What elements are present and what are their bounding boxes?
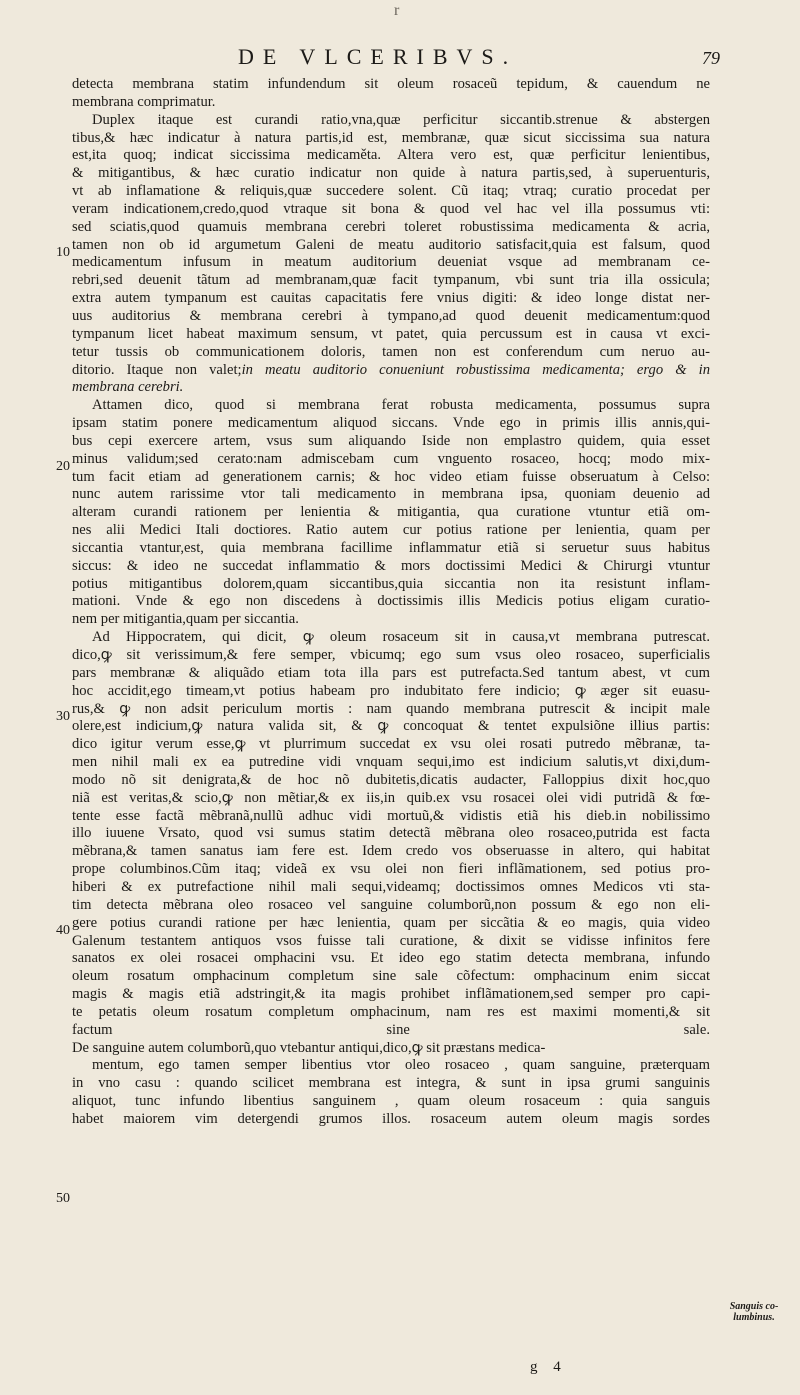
line-number: 20 bbox=[56, 459, 70, 474]
text-line: mẽbrana,& tamen sanatus iam fere est. Idem credo vos obseruasse in altero, qui habitat bbox=[72, 843, 710, 860]
text-line: Duplex itaque est curandi ratio,vna,quæ perficitur siccantib.strenue & abstergen bbox=[92, 111, 710, 128]
text-line: detecta membrana statim infundendum sit oleum rosaceũ tepidum, & cauendum ne bbox=[72, 76, 710, 92]
text-line: sanatos ex olei rosacei omphacini vsu. Et ideo ego statim detecta membrana, infundo bbox=[72, 950, 710, 967]
text-line: rus,& ꝙ non adsit periculum mortis : nam quando membrana putrescit & incipit male bbox=[72, 700, 710, 717]
text-line: dico,ꝙ sit verissimum,& fere semper, vbicumq; ego sum vsus oleo rosaceo, superficialis bbox=[72, 647, 710, 663]
line-number: 10 bbox=[56, 245, 70, 260]
text-line: tetur tussis ob communicationem doloris, tamen non est conferendum cum neruo au- bbox=[72, 343, 710, 360]
line-number: 50 bbox=[56, 1191, 70, 1206]
text-line: men nihil mali ex ea putredine vidi vnquam sequi,imo est indicium salutis,vt dixi,dum- bbox=[72, 754, 710, 771]
text-line: sed sciatis,quod quamuis membrana cerebri toleret robustissima medicamenta & acria, bbox=[72, 218, 710, 235]
text-line: hoc accidit,ego timeam,vt potius habeam pro indubitato fere indicio; ꝙ æger sit euasu- bbox=[72, 682, 710, 699]
text-line: siccus: & ideo ne succedat inflammatio & mors doctissimi Medici & Chirurgi vtuntur bbox=[72, 557, 710, 574]
text-line: siccantia vtantur,est, quia membrana facillime inflammatur etiã si seruetur suus habitus bbox=[72, 539, 710, 556]
line-number: 30 bbox=[56, 709, 70, 724]
text-line: Ad Hippocratem, qui dicit, ꝙ oleum rosaceum sit in causa,vt membrana putrescat. bbox=[92, 629, 710, 646]
text-line: alteram curandi rationem per lenientia & mitigantia, qua curatione vtuntur etiã om- bbox=[72, 504, 710, 521]
text-line: aliquot, tunc infundo libentius sanguinem , quam oleum rosaceum : quia sanguis bbox=[72, 1093, 710, 1110]
text-line: minus validum;sed cerato:nam admiscebam cum vnguento rosaceo, hocq; modo mix- bbox=[72, 450, 710, 467]
quoted-argument: in meatu auditorio conueniunt robustissima medicamenta; ergo & in bbox=[241, 361, 710, 378]
text-line: nunc autem rarissime vtor tali medicamento in membrana ipsa, quoniam deuenio ad bbox=[72, 486, 710, 503]
body-text bbox=[72, 76, 710, 1147]
running-title: DE VLCERIBVS. bbox=[238, 44, 518, 69]
text-line: niã est veritas,& scio,ꝙ non mẽtiar,& ex iis,in quib.ex vsu rosacei olei vidi putridã & fœ- bbox=[72, 789, 710, 806]
text-line: & mitigantibus, & hæc curatio indicatur non quide à natura partis,sed, à superuenturis, bbox=[72, 165, 710, 182]
signature-mark: g 4 bbox=[530, 1359, 567, 1375]
text-line: nem per mitigantia,quam per siccantia. bbox=[72, 611, 299, 628]
text-line: oleum rosatum omphacinum completum sine sale cõfectum: omphacinum enim siccat bbox=[72, 968, 710, 985]
text-line: ipsam statim ponere medicamentum aliquod siccans. Vnde ego in primis illis annis,qui- bbox=[72, 415, 710, 432]
text-line: Galenum testantem antiquos vsos fuisse tali curatione, & dixit se vidisse infinitos fere bbox=[72, 932, 710, 949]
running-head bbox=[0, 44, 800, 74]
text-line: uus auditorius & membrana cerebri à tympano,ad quod deuenit medicamentum:quod bbox=[72, 307, 710, 324]
text-line: mentum, ego tamen semper libentius vtor oleo rosaceo , quam sanguine, præterquam bbox=[92, 1057, 710, 1074]
text-line: est,ita quoq; indicat siccissima medicaměta. Altera vero est, quæ perficitur lenientibus, bbox=[72, 147, 710, 164]
text-line: ditorio. Itaque non valet;in meatu auditorio conueniunt robustissima medicamenta; ergo & in bbox=[72, 361, 710, 378]
text-line: nes alii Medici Itali doctiores. Ratio autem cur potius ratione per lenientia, quam per bbox=[72, 522, 710, 539]
text-line: rebri,sed deuenit tãtum ad membranam,quæ facit tympanum, vbi sunt tria illa ossicula; bbox=[72, 272, 710, 289]
text-line: hiberi & ex putrefactione nihil mali sequi,videamq; doctissimos omnes Medicos vti sta- bbox=[72, 878, 710, 895]
text-line: potius mitigantibus dolorem,quam siccantibus,quia siccantia non ita resistunt inflam- bbox=[72, 575, 710, 592]
text-line: tamen non ob id argumetum Galeni de meatu auditorio satisfacit,quia est falsum, quod bbox=[72, 236, 710, 253]
text-line: Attamen dico, quod si membrana ferat robusta medicamenta, possumus supra bbox=[92, 397, 710, 414]
text-line: medicamentum infusum in meatum auditorium deueniat vsque ad membranam ce- bbox=[72, 254, 710, 271]
text-line: pars membranæ & aliquãdo etiam tota illa pars est putrefacta.Sed tantum abest, vt cum bbox=[72, 664, 710, 681]
text-line: prope columbinos.Cũm itaq; videã ex vsu olei non fieri inflãmationem, sed potius pro- bbox=[72, 861, 710, 878]
text-line: mationi. Vnde & ego non discedens à doctissimis illis Medicis potius eligam curatio- bbox=[72, 593, 710, 610]
text-line: tente esse factã mẽbranã,nullũ adhuc vidi mortuũ,& vidistis etiã his dieb.in nobilissimo bbox=[72, 807, 710, 824]
text-line: tibus,& hæc indicatur à natura partis,id est, membranæ, quæ sicut siccissima sua natura bbox=[72, 129, 710, 146]
text-line: te petatis oleum rosatum completum omphacinum, nam res est maximi momenti,& sit bbox=[72, 1003, 710, 1020]
text-line: tim detecta mẽbrana oleo rosaceo vel sanguine columborũ,non possum & ego non eli- bbox=[72, 896, 710, 913]
text-line: illo iuuene Vrsato, quod vsi sumus statim detectã mẽbrana oleo rosaceo,putrida est facta bbox=[72, 825, 710, 842]
text-line: veram indicationem,credo,quod vtraque sit bona & quod vel hac vel illa possumus vti: bbox=[72, 200, 710, 217]
text-line: extra autem tympanum est cauitas capacitatis fere vnius digiti: & ideo longe distat ner- bbox=[72, 290, 710, 307]
text-line: factum sine sale. bbox=[72, 1021, 710, 1038]
margin-note: Sanguis co-lumbinus. bbox=[729, 1301, 779, 1323]
text-line: magis & magis etiã adstringit,& ita magis prohibet inflãmationem,sed semper pro capi- bbox=[72, 986, 710, 1003]
text-line: modo nõ sit denigrata,& de hoc nõ dubitetis,dicatis audacter, Falloppius dixit hoc,quo bbox=[72, 771, 710, 788]
text-line: gere potius curandi ratione per hæc lenientia, quam per siccãtia & eo magis, quia video bbox=[72, 914, 710, 931]
text-line: habet maiorem vim detergendi grumos illos. rosaceum autem oleum magis sordes bbox=[72, 1110, 710, 1127]
text-line: tum facit etiam ad generationem carnis; & hoc video etiam fuisse obseruatum à Celso: bbox=[72, 468, 710, 485]
text-line: membrana cerebri. bbox=[72, 379, 184, 396]
page-mark: r bbox=[394, 2, 400, 19]
line-number: 40 bbox=[56, 923, 70, 938]
text-line: dico igitur verum esse,ꝙ vt plurrimum succedat ex vsu olei rosati putredo mẽbranæ, ta- bbox=[72, 736, 710, 753]
text-line: bus cepi exercere artem, vsus sum aliquando Iside non emplastro quidem, quia esset bbox=[72, 432, 710, 449]
page-number: 79 bbox=[702, 48, 720, 68]
text-line: olere,est indicium,ꝙ natura valida sit, & ꝙ concoquat & tentet expulsiõne illius partis: bbox=[72, 718, 710, 735]
text-line: vt ab inflamatione & reliquis,quæ succedere solent. Cũ itaq; vtraq; curatio procedat per bbox=[72, 183, 710, 200]
text-line bbox=[72, 1129, 710, 1147]
text-line: De sanguine autem columborũ,quo vtebantur antiqui,dico,ꝙ sit præstans medica- bbox=[72, 1039, 546, 1056]
text-line: membrana comprimatur. bbox=[72, 93, 216, 110]
text-line: in vno casu : quando scilicet membrana est integra, & sunt in ipsa grumi sanguinis bbox=[72, 1075, 710, 1092]
text-line: tympanum licet habeat maximum sensum, vt patet, quia percussum est in causa vt exci- bbox=[72, 325, 710, 342]
